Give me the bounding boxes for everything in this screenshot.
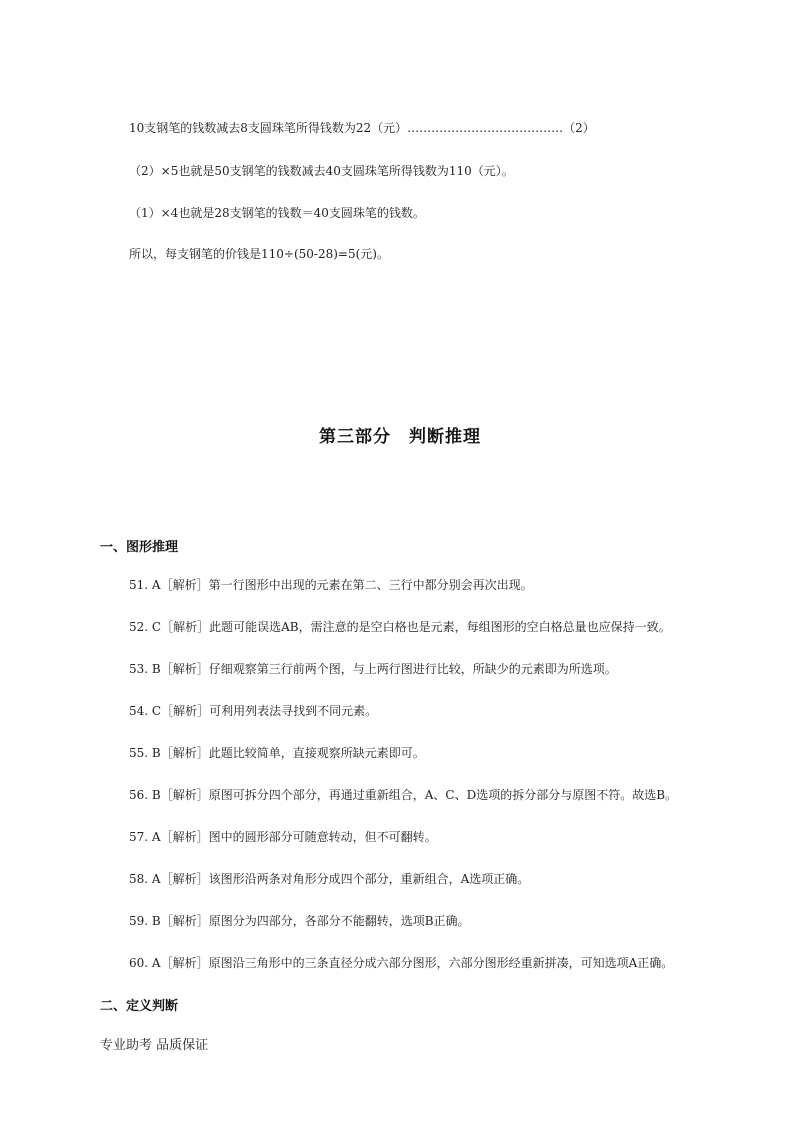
answer-item: 57. A［解析］图中的圆形部分可随意转动，但不可翻转。 [129, 830, 437, 844]
intro-line-2: （2）×5也就是50支钢笔的钱数减去40支圆珠笔所得钱数为110（元）。 [129, 164, 514, 178]
heading-definition-judgment: 二、定义判断 [100, 999, 179, 1014]
answer-item: 59. B［解析］原图分为四部分，各部分不能翻转，选项B正确。 [129, 914, 470, 928]
answer-list [129, 577, 677, 997]
intro-line-3: （1）×4也就是28支钢笔的钱数＝40支圆珠笔的钱数。 [129, 206, 425, 220]
answer-item: 55. B［解析］此题比较简单，直接观察所缺元素即可。 [129, 746, 425, 760]
answer-item: 52. C［解析］此题可能误选AB，需注意的是空白格也是元素，每组图形的空白格总量也应保持一致。 [129, 620, 671, 634]
section-title: 第三部分 判断推理 [319, 427, 481, 447]
answer-item: 60. A［解析］原图沿三角形中的三条直径分成六部分图形，六部分图形经重新拼凑，可知选项A正确。 [129, 956, 674, 970]
heading-figure-reasoning: 一、图形推理 [100, 540, 179, 555]
intro-line-1: 10支钢笔的钱数减去8支圆珠笔所得钱数为22（元）…………………………………（2） [129, 121, 595, 135]
answer-item: 54. C［解析］可利用列表法寻找到不同元素。 [129, 704, 378, 718]
answer-item: 53. B［解析］仔细观察第三行前两个图，与上两行图进行比较，所缺少的元素即为所选项。 [129, 662, 617, 676]
answer-item: 51. A［解析］第一行图形中出现的元素在第二、三行中都分别会再次出现。 [129, 578, 533, 592]
answer-item: 58. A［解析］该图形沿两条对角形分成四个部分，重新组合，A选项正确。 [129, 872, 530, 886]
footer-slogan: 专业助考 品质保证 [100, 1038, 209, 1053]
answer-item: 56. B［解析］原图可拆分四个部分，再通过重新组合，A、C、D选项的拆分部分与原图不符。故选B。 [129, 788, 678, 802]
intro-line-4: 所以，每支钢笔的价钱是110÷(50-28)=5(元)。 [129, 247, 389, 261]
